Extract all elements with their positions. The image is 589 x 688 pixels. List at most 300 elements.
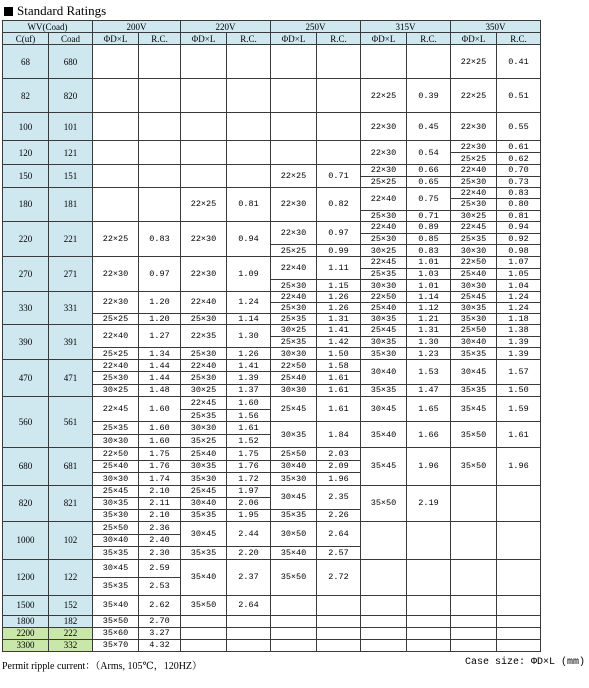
ripple-current-cell: 0.85: [407, 233, 451, 245]
capacitance-cell: 100: [3, 113, 49, 141]
square-bullet-icon: [4, 7, 13, 16]
ripple-current-cell: [407, 639, 451, 651]
code-cell: 101: [49, 113, 93, 141]
dimension-cell: 22×30: [271, 188, 317, 222]
table-row: [3, 559, 541, 577]
dimension-cell: 30×30: [271, 348, 317, 360]
dimension-cell: 35×40: [361, 422, 407, 448]
dimension-cell: 30×25: [451, 210, 497, 221]
code-cell: 821: [49, 485, 93, 521]
ripple-current-cell: 1.96: [407, 447, 451, 485]
ripple-current-cell: 1.61: [497, 422, 541, 448]
ripple-current-cell: [139, 141, 181, 153]
ripple-current-cell: [317, 627, 361, 639]
ripple-current-cell: [317, 113, 361, 141]
ripple-current-cell: [407, 547, 451, 560]
ripple-current-cell: [139, 176, 181, 188]
ripple-current-cell: 1.39: [497, 336, 541, 348]
dimension-cell: 25×45: [271, 396, 317, 422]
ripple-note: Permit ripple current：（Arms, 105℃，120HZ）: [2, 661, 203, 672]
dimension-cell: 22×45: [361, 256, 407, 268]
dimension-header: ΦD×L: [361, 33, 407, 45]
ripple-current-cell: 0.97: [317, 221, 361, 244]
dimension-cell: [451, 627, 497, 639]
ripple-current-cell: [407, 577, 451, 595]
ripple-current-cell: 1.60: [139, 422, 181, 435]
dimension-cell: [271, 79, 317, 113]
capacitance-cell: 390: [3, 324, 49, 359]
ripple-current-cell: [139, 188, 181, 199]
dimension-cell: 22×30: [361, 165, 407, 177]
dimension-cell: [361, 627, 407, 639]
code-cell: 122: [49, 559, 93, 595]
dimension-cell: 25×50: [451, 324, 497, 336]
ripple-current-cell: 1.01: [407, 256, 451, 268]
ripple-current-cell: 2.72: [317, 559, 361, 595]
ripple-current-cell: 0.81: [227, 188, 271, 222]
dimension-cell: 25×25: [361, 176, 407, 188]
ripple-current-cell: 1.15: [317, 280, 361, 292]
dimension-cell: 30×40: [451, 336, 497, 348]
table-row: [3, 221, 541, 233]
dimension-cell: [361, 639, 407, 651]
dimension-cell: [271, 141, 317, 153]
capacitance-cell: 68: [3, 45, 49, 79]
dimension-cell: 30×30: [271, 384, 317, 396]
ripple-current-cell: 1.53: [407, 359, 451, 384]
code-cell: 332: [49, 639, 93, 651]
table-row: [3, 595, 541, 615]
dimension-cell: [93, 113, 139, 141]
dimension-cell: [271, 639, 317, 651]
dimension-cell: [361, 45, 407, 79]
dimension-cell: [451, 534, 497, 547]
ripple-current-cell: 1.26: [227, 348, 271, 360]
ripple-current-cell: 1.61: [317, 396, 361, 422]
ripple-current-cell: 1.96: [317, 473, 361, 486]
ripple-current-cell: 2.03: [317, 447, 361, 460]
dimension-cell: 30×25: [181, 384, 227, 396]
ripple-current-cell: [407, 45, 451, 79]
dimension-cell: [451, 497, 497, 509]
dimension-cell: 25×35: [271, 313, 317, 324]
table-row: [3, 141, 541, 153]
dimension-cell: 35×70: [93, 639, 139, 651]
ripple-current-cell: 0.80: [497, 199, 541, 210]
ratings-table: [2, 20, 541, 652]
ripple-current-cell: 1.84: [317, 422, 361, 448]
dimension-cell: 35×30: [93, 509, 139, 521]
dimension-cell: [181, 45, 227, 79]
ripple-current-cell: [227, 153, 271, 165]
dimension-cell: [181, 79, 227, 113]
dimension-cell: [271, 45, 317, 79]
ripple-current-cell: [497, 639, 541, 651]
dimension-cell: 35×50: [451, 447, 497, 485]
dimension-cell: 30×30: [181, 422, 227, 435]
ripple-current-cell: 0.97: [139, 256, 181, 291]
table-row: [3, 79, 541, 113]
ripple-current-cell: 2.37: [227, 559, 271, 595]
dimension-header: ΦD×L: [93, 33, 139, 45]
dimension-cell: [93, 176, 139, 188]
dimension-cell: 25×35: [451, 233, 497, 245]
code-cell: 102: [49, 521, 93, 559]
dimension-cell: 22×40: [271, 291, 317, 302]
dimension-cell: 25×40: [93, 460, 139, 473]
dimension-cell: [361, 595, 407, 615]
ripple-current-cell: 2.57: [317, 547, 361, 560]
ripple-current-cell: 0.61: [497, 141, 541, 153]
case-size-note: Case size: ΦD×L (mm): [464, 657, 585, 668]
dimension-cell: 22×25: [451, 79, 497, 113]
wv-header: WV(Coad): [3, 21, 93, 33]
ripple-current-cell: 0.94: [227, 221, 271, 256]
ripple-current-cell: [227, 113, 271, 141]
ripple-current-cell: [227, 79, 271, 113]
ripple-current-cell: 1.76: [139, 460, 181, 473]
ripple-current-cell: 1.60: [139, 396, 181, 422]
dimension-cell: 35×50: [451, 422, 497, 448]
dimension-cell: 35×35: [181, 547, 227, 560]
ripple-current-cell: [497, 485, 541, 497]
ripple-current-cell: 2.26: [317, 509, 361, 521]
capacitance-cell: 270: [3, 256, 49, 291]
dimension-cell: [271, 595, 317, 615]
ripple-current-cell: 1.41: [227, 359, 271, 371]
ripple-current-cell: [407, 627, 451, 639]
dimension-cell: 22×30: [451, 113, 497, 141]
dimension-cell: 25×35: [181, 409, 227, 422]
ripple-current-cell: [317, 639, 361, 651]
code-cell: 221: [49, 221, 93, 256]
ripple-current-header: R.C.: [317, 33, 361, 45]
ripple-current-cell: 0.55: [497, 113, 541, 141]
ripple-current-header: R.C.: [139, 33, 181, 45]
dimension-cell: 25×30: [451, 199, 497, 210]
ripple-current-cell: 0.83: [407, 245, 451, 257]
table-row: [3, 485, 541, 497]
code-cell: 271: [49, 256, 93, 291]
dimension-cell: 25×30: [451, 176, 497, 188]
dimension-cell: 22×40: [361, 188, 407, 211]
dimension-cell: 30×40: [181, 497, 227, 509]
ripple-current-cell: [317, 595, 361, 615]
capacitance-cell: 680: [3, 447, 49, 485]
ripple-current-cell: 0.39: [407, 79, 451, 113]
dimension-cell: 22×50: [361, 291, 407, 302]
dimension-cell: [451, 509, 497, 521]
dimension-cell: 25×30: [271, 280, 317, 292]
dimension-cell: 22×40: [181, 291, 227, 313]
ripple-current-cell: 1.61: [317, 372, 361, 384]
dimension-cell: 22×40: [93, 324, 139, 347]
dimension-cell: 35×50: [361, 485, 407, 521]
ripple-current-cell: 1.14: [227, 313, 271, 324]
ripple-current-cell: [497, 615, 541, 627]
dimension-cell: 22×30: [181, 256, 227, 291]
table-row: [3, 627, 541, 639]
ripple-current-cell: 0.83: [139, 221, 181, 256]
dimension-cell: 30×30: [93, 473, 139, 486]
ripple-current-cell: 0.83: [497, 188, 541, 199]
dimension-cell: 30×40: [93, 534, 139, 547]
ripple-current-cell: 1.57: [497, 359, 541, 384]
capacitance-cell: 3300: [3, 639, 49, 651]
ripple-current-cell: 0.45: [407, 113, 451, 141]
ripple-current-cell: [227, 176, 271, 188]
dimension-cell: 25×35: [93, 422, 139, 435]
dimension-cell: 25×35: [271, 336, 317, 348]
ripple-current-cell: [139, 45, 181, 79]
ripple-current-cell: 0.94: [497, 221, 541, 233]
code-header: Coad: [49, 33, 93, 45]
dimension-cell: 25×45: [361, 324, 407, 336]
ripple-current-cell: 1.39: [497, 348, 541, 360]
dimension-cell: 25×30: [93, 372, 139, 384]
ripple-current-cell: 1.56: [227, 409, 271, 422]
dimension-cell: 25×25: [451, 153, 497, 165]
table-row: [3, 324, 541, 336]
ripple-current-cell: 1.95: [227, 509, 271, 521]
ripple-current-cell: 0.89: [407, 221, 451, 233]
ripple-current-cell: 1.24: [497, 291, 541, 302]
dimension-cell: 22×50: [271, 359, 317, 371]
ripple-current-cell: [139, 79, 181, 113]
code-cell: 222: [49, 627, 93, 639]
dimension-cell: [93, 199, 139, 210]
ripple-current-cell: 1.75: [139, 447, 181, 460]
ripple-current-cell: 0.54: [407, 141, 451, 165]
dimension-cell: [451, 577, 497, 595]
capacitance-cell: 220: [3, 221, 49, 256]
ripple-current-cell: 1.27: [139, 324, 181, 347]
ripple-current-cell: 1.60: [227, 396, 271, 409]
ripple-current-cell: 1.21: [407, 313, 451, 324]
dimension-cell: 25×25: [93, 348, 139, 360]
dimension-cell: 22×50: [451, 256, 497, 268]
dimension-cell: 25×45: [181, 485, 227, 497]
ripple-current-cell: [497, 509, 541, 521]
ripple-current-cell: [407, 521, 451, 534]
voltage-header: 250V: [271, 21, 361, 33]
dimension-cell: 25×45: [93, 485, 139, 497]
ripple-current-cell: 2.30: [139, 547, 181, 560]
capacitance-cell: 470: [3, 359, 49, 396]
dimension-cell: [181, 627, 227, 639]
dimension-cell: [451, 559, 497, 577]
ripple-current-cell: 0.71: [317, 165, 361, 188]
dimension-cell: 30×45: [361, 396, 407, 422]
ripple-current-cell: [317, 153, 361, 165]
dimension-cell: 35×40: [271, 547, 317, 560]
ripple-current-cell: 1.75: [227, 447, 271, 460]
ripple-current-cell: 1.20: [139, 313, 181, 324]
ripple-current-cell: 1.14: [407, 291, 451, 302]
ripple-current-cell: 2.09: [317, 460, 361, 473]
dimension-cell: 35×25: [181, 435, 227, 448]
dimension-cell: 25×40: [271, 372, 317, 384]
ripple-current-header: R.C.: [227, 33, 271, 45]
ripple-current-cell: [497, 627, 541, 639]
dimension-cell: 30×35: [271, 422, 317, 448]
dimension-cell: 22×30: [361, 141, 407, 165]
code-cell: 561: [49, 396, 93, 447]
ripple-current-cell: 1.31: [407, 324, 451, 336]
capacitance-cell: 1200: [3, 559, 49, 595]
dimension-cell: 35×35: [93, 577, 139, 595]
dimension-cell: [451, 615, 497, 627]
dimension-cell: 35×50: [93, 615, 139, 627]
ripple-current-cell: 0.82: [317, 188, 361, 222]
dimension-cell: 35×40: [93, 595, 139, 615]
dimension-cell: [271, 153, 317, 165]
dimension-cell: [451, 595, 497, 615]
capacitance-cell: 560: [3, 396, 49, 447]
code-cell: 820: [49, 79, 93, 113]
dimension-cell: [181, 165, 227, 177]
dimension-cell: 30×45: [93, 559, 139, 577]
ripple-current-cell: 0.73: [497, 176, 541, 188]
voltage-header: 220V: [181, 21, 271, 33]
ripple-current-cell: [139, 165, 181, 177]
ripple-current-cell: 0.65: [407, 176, 451, 188]
ripple-current-cell: 1.44: [139, 372, 181, 384]
dimension-cell: 22×25: [361, 79, 407, 113]
table-row: [3, 256, 541, 268]
capacitance-cell: 150: [3, 165, 49, 188]
dimension-cell: 22×30: [271, 221, 317, 244]
capacitance-cell: 1800: [3, 615, 49, 627]
ripple-current-cell: 1.26: [317, 302, 361, 313]
dimension-cell: 35×40: [181, 559, 227, 595]
dimension-cell: 22×45: [451, 221, 497, 233]
ripple-current-cell: 0.98: [497, 245, 541, 257]
dimension-cell: 22×30: [93, 291, 139, 313]
dimension-cell: 30×25: [93, 384, 139, 396]
ripple-current-cell: 2.20: [227, 547, 271, 560]
ripple-current-cell: 1.74: [139, 473, 181, 486]
dimension-cell: 25×30: [181, 313, 227, 324]
dimension-cell: 35×35: [93, 547, 139, 560]
ripple-current-cell: 1.24: [227, 291, 271, 313]
ripple-current-cell: 1.30: [227, 324, 271, 347]
dimension-cell: 25×25: [93, 313, 139, 324]
ripple-current-cell: [407, 615, 451, 627]
dimension-cell: 30×30: [451, 245, 497, 257]
dimension-cell: 35×50: [271, 559, 317, 595]
ripple-current-cell: 1.12: [407, 302, 451, 313]
table-row: [3, 447, 541, 460]
table-row: [3, 396, 541, 409]
dimension-cell: 22×40: [181, 359, 227, 371]
ripple-current-cell: [227, 45, 271, 79]
dimension-cell: 22×30: [181, 221, 227, 256]
dimension-cell: 30×40: [271, 460, 317, 473]
ripple-current-cell: [227, 141, 271, 153]
code-cell: 680: [49, 45, 93, 79]
ripple-current-cell: [317, 615, 361, 627]
dimension-cell: [451, 547, 497, 560]
ripple-current-cell: 1.37: [227, 384, 271, 396]
dimension-cell: 25×40: [181, 447, 227, 460]
dimension-cell: 30×40: [361, 359, 407, 384]
table-row: [3, 521, 541, 534]
ripple-current-cell: 1.97: [227, 485, 271, 497]
dimension-cell: 35×35: [361, 384, 407, 396]
table-row: [3, 188, 541, 199]
ripple-current-cell: 1.50: [497, 384, 541, 396]
ripple-current-cell: [317, 79, 361, 113]
code-cell: 471: [49, 359, 93, 396]
capacitance-header: C(uf): [3, 33, 49, 45]
dimension-cell: [181, 639, 227, 651]
code-cell: 681: [49, 447, 93, 485]
ripple-current-cell: [317, 141, 361, 153]
dimension-header: ΦD×L: [271, 33, 317, 45]
ripple-current-cell: 2.10: [139, 509, 181, 521]
dimension-cell: [93, 188, 139, 199]
ripple-current-cell: 3.27: [139, 627, 181, 639]
ripple-current-cell: 1.41: [317, 324, 361, 336]
dimension-cell: 25×30: [271, 302, 317, 313]
ripple-current-cell: 1.09: [227, 256, 271, 291]
ripple-current-cell: 2.06: [227, 497, 271, 509]
ripple-current-cell: 1.50: [317, 348, 361, 360]
ripple-current-cell: 4.32: [139, 639, 181, 651]
dimension-cell: 22×30: [451, 141, 497, 153]
ripple-current-cell: 0.51: [497, 79, 541, 113]
dimension-cell: 22×25: [181, 188, 227, 222]
ripple-current-cell: [497, 534, 541, 547]
ripple-current-cell: 0.71: [407, 210, 451, 221]
dimension-cell: [181, 615, 227, 627]
voltage-header: 350V: [451, 21, 541, 33]
ripple-current-cell: 1.03: [407, 268, 451, 280]
dimension-cell: 25×25: [271, 245, 317, 257]
ripple-current-cell: 1.30: [407, 336, 451, 348]
ripple-current-cell: 1.61: [317, 384, 361, 396]
ripple-current-cell: 1.72: [227, 473, 271, 486]
dimension-cell: 25×30: [181, 348, 227, 360]
dimension-cell: 30×45: [451, 359, 497, 384]
ripple-current-cell: 1.04: [497, 280, 541, 292]
dimension-cell: 35×60: [93, 627, 139, 639]
dimension-cell: [181, 113, 227, 141]
ripple-current-cell: 2.36: [139, 521, 181, 534]
dimension-cell: 22×25: [451, 45, 497, 79]
capacitance-cell: 330: [3, 291, 49, 324]
dimension-cell: 35×35: [451, 348, 497, 360]
dimension-cell: 22×40: [271, 256, 317, 279]
table-row: [3, 639, 541, 651]
dimension-cell: 35×35: [451, 384, 497, 396]
page-title: Standard Ratings: [17, 3, 107, 18]
dimension-header: ΦD×L: [451, 33, 497, 45]
ripple-current-cell: 2.53: [139, 577, 181, 595]
voltage-header: 200V: [93, 21, 181, 33]
ripple-current-cell: 1.48: [139, 384, 181, 396]
dimension-cell: 25×35: [361, 268, 407, 280]
ripple-current-cell: 1.18: [497, 313, 541, 324]
dimension-cell: 30×30: [93, 435, 139, 448]
table-row: [3, 615, 541, 627]
dimension-cell: 25×30: [361, 233, 407, 245]
ripple-current-cell: [317, 45, 361, 79]
footer: [2, 657, 585, 672]
ripple-current-cell: 2.44: [227, 521, 271, 546]
dimension-cell: 25×30: [361, 210, 407, 221]
